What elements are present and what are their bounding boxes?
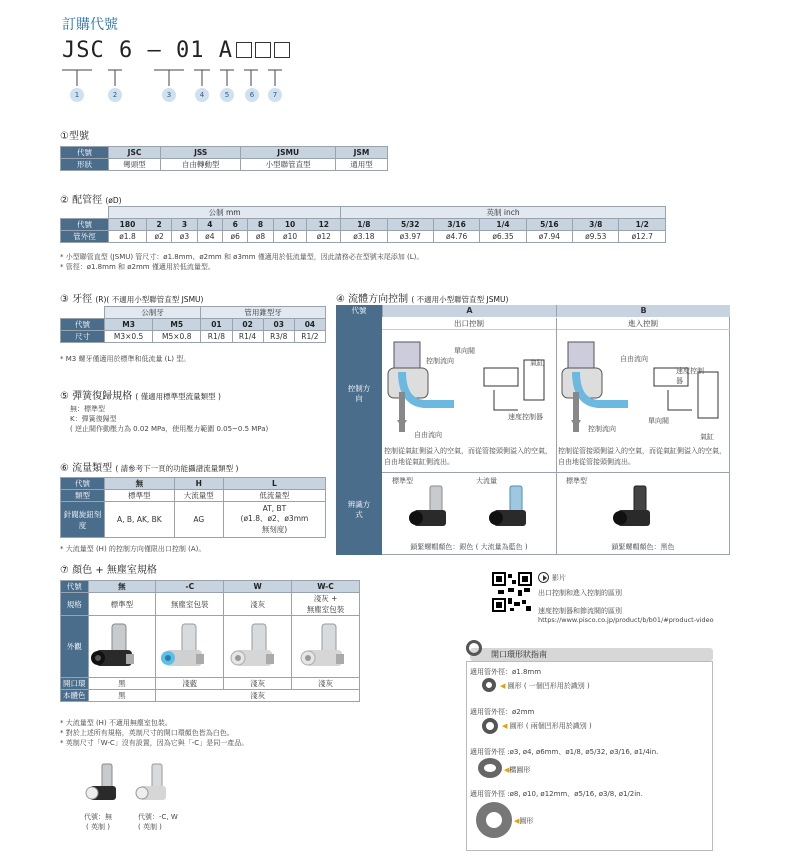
s1-table bbox=[60, 146, 388, 171]
caption-b bbox=[138, 812, 178, 832]
ident-std: 標準型 bbox=[392, 477, 413, 485]
a-free: 自由流向 bbox=[414, 431, 442, 439]
cell: 無塵室包裝 bbox=[156, 593, 224, 616]
cell: ø3.18 bbox=[341, 231, 387, 243]
s6-table bbox=[60, 477, 326, 538]
inch-fittings bbox=[84, 762, 194, 810]
ring-shape-3 bbox=[478, 758, 502, 778]
fitting-light-gray bbox=[231, 624, 274, 666]
cell: 無 bbox=[105, 478, 175, 490]
guide-shape-2: ◀ 圓形 ( 兩個凹形用於識別 ) bbox=[502, 722, 592, 730]
s4-title: ④ 流體方向控制 bbox=[336, 294, 409, 305]
cell: 5/16 bbox=[526, 219, 572, 231]
s3-sub: (R)( 不適用小型聯管直型 JSMU) bbox=[95, 295, 204, 304]
guide-spec-2: 適用管外徑：ø2mm bbox=[470, 708, 535, 716]
cell: 無 bbox=[88, 581, 156, 593]
cell: 通用型 bbox=[335, 159, 387, 171]
cell: 代號 bbox=[61, 219, 109, 231]
cell: ø1.8 bbox=[109, 231, 147, 243]
s4-code-label: 代號 bbox=[351, 306, 367, 315]
marker-6: 6 bbox=[245, 88, 259, 102]
s4-sub: ( 不適用小型聯管直型 JSMU) bbox=[411, 295, 509, 304]
guide-shape-3: ◀橢圓形 bbox=[504, 766, 531, 774]
code-box-7 bbox=[274, 42, 290, 58]
fitting-light-blue bbox=[161, 624, 204, 666]
s5-heading bbox=[60, 387, 221, 402]
cell bbox=[223, 502, 325, 538]
s4-dir-label: 控制方向 bbox=[347, 384, 371, 403]
video-link-2[interactable]: 速度控制器和節流閥的區別 bbox=[538, 607, 622, 615]
caption-b-1: 代號：-C, W bbox=[138, 813, 178, 821]
s2-note-1: * 小型聯管直型 (JSMU) 管尺寸：ø1.8mm、ø2mm 和 ø3mm 僅適用於低流量型，因此請務必在型號末尾添加 (L)。 bbox=[60, 253, 424, 261]
cell: ø2 bbox=[146, 231, 171, 243]
b-cyl: 氣缸 bbox=[700, 433, 714, 441]
s3-note: * M3 螺牙僅適用於標準和低流量 (L) 型。 bbox=[60, 355, 191, 363]
ident-std-b: 標準型 bbox=[566, 477, 587, 485]
cell: JSC bbox=[109, 147, 161, 159]
cell: ø12 bbox=[307, 231, 341, 243]
cell: 4 bbox=[197, 219, 222, 231]
play-icon[interactable] bbox=[538, 572, 549, 583]
cell: 大流量型 bbox=[174, 490, 223, 502]
cell: M3 bbox=[105, 319, 153, 331]
cell: 12 bbox=[307, 219, 341, 231]
guide-title: 開口環形狀指南 bbox=[491, 650, 547, 659]
marker-5: 5 bbox=[220, 88, 234, 102]
a-check: 單向閥 bbox=[454, 347, 475, 355]
cell: ø3.97 bbox=[387, 231, 433, 243]
caption-b-2: ( 英制 ) bbox=[138, 823, 162, 831]
spacer bbox=[61, 207, 109, 219]
guide-spec-4: 適用管外徑 :ø8, ø10, ø12mm、ø5/16, ø3/8, ø1/2in. bbox=[470, 790, 643, 798]
cell: 180 bbox=[109, 219, 147, 231]
cell: A, B, AK, BK bbox=[105, 502, 175, 538]
cell: 管用錐型牙 bbox=[201, 307, 326, 319]
guide-shape-1-text: 圓形 ( 一個凹形用於識別 ) bbox=[507, 682, 590, 690]
cell: 淺灰 bbox=[156, 690, 360, 702]
cell: 代號 bbox=[61, 478, 105, 490]
caption-a-2: ( 英制 ) bbox=[86, 823, 110, 831]
cell: ø12.7 bbox=[619, 231, 666, 243]
s4-ident-label: 辨識方式 bbox=[347, 500, 371, 519]
cell: 5/32 bbox=[387, 219, 433, 231]
cell: 尺寸 bbox=[61, 331, 105, 343]
b-flow: 控制流向 bbox=[588, 425, 616, 433]
cell: 代號 bbox=[61, 147, 109, 159]
cell: 淺灰 bbox=[292, 678, 360, 690]
ring-shape-4 bbox=[476, 802, 512, 838]
code-leader-lines bbox=[60, 62, 300, 88]
s6-note: * 大流量型 (H) 的控制方向僅限出口控制 (A)。 bbox=[60, 545, 206, 553]
s5-line-1: 無：標準型 bbox=[70, 405, 105, 413]
ident-high: 大流量 bbox=[476, 477, 497, 485]
cell bbox=[292, 593, 360, 616]
cell: JSMU bbox=[241, 147, 336, 159]
cell: 代號 bbox=[61, 581, 89, 593]
s7-fittings bbox=[88, 618, 358, 676]
cell: 3/16 bbox=[433, 219, 479, 231]
cell: 3 bbox=[172, 219, 197, 231]
s6-title: ⑥ 流量類型 bbox=[60, 463, 113, 474]
b-check: 單向閥 bbox=[648, 417, 669, 425]
cell: 規格 bbox=[61, 593, 89, 616]
marker-1: 1 bbox=[70, 88, 84, 102]
cell: ø3 bbox=[172, 231, 197, 243]
s2-title: ② 配管徑 bbox=[60, 195, 103, 206]
s6-sub: ( 請參考下一頁的功能攝譜流量類型 ) bbox=[115, 464, 239, 473]
cell: ø9.53 bbox=[573, 231, 619, 243]
marker-2: 2 bbox=[108, 88, 122, 102]
ring-shape-1 bbox=[482, 678, 496, 692]
cell: 本體色 bbox=[61, 690, 89, 702]
cell: 淺灰 bbox=[224, 678, 292, 690]
a-speed: 速度控制器 bbox=[508, 413, 543, 421]
cell: 10 bbox=[273, 219, 307, 231]
needle-l-2: (ø1.8、ø2、ø3mm bbox=[240, 514, 309, 523]
qr-code-icon[interactable] bbox=[492, 572, 532, 612]
cell: 1/2 bbox=[619, 219, 666, 231]
cell: 8 bbox=[248, 219, 273, 231]
caption-a-1: 代號：無 bbox=[84, 813, 112, 821]
cell: 自由轉動型 bbox=[161, 159, 241, 171]
ident-fittings bbox=[400, 484, 720, 534]
cell: R1/4 bbox=[232, 331, 263, 343]
marker-4: 4 bbox=[195, 88, 209, 102]
cell: ø6.35 bbox=[480, 231, 526, 243]
cell: -C bbox=[156, 581, 224, 593]
code-dash: — bbox=[147, 38, 162, 63]
cell: JSM bbox=[335, 147, 387, 159]
guide-shape-4-text: 圓形 bbox=[519, 817, 534, 825]
cell: W-C bbox=[292, 581, 360, 593]
page-title: 訂購代號 bbox=[62, 17, 118, 33]
cell: H bbox=[174, 478, 223, 490]
marker-3: 3 bbox=[162, 88, 176, 102]
code-type: A bbox=[218, 38, 233, 63]
s3-table bbox=[60, 306, 326, 343]
guide-shape-1: ◀ 圓形 ( 一個凹形用於識別 ) bbox=[500, 682, 590, 690]
cell: 彎頭型 bbox=[109, 159, 161, 171]
needle-l-1: AT, BT bbox=[262, 504, 287, 513]
s2-unit: (øD) bbox=[105, 196, 122, 205]
guide-spec-3: 適用管外徑 :ø3, ø4, ø6mm、ø1/8, ø5/32, ø3/16, ø1/4in. bbox=[470, 748, 659, 756]
s4-b-color: 鎖緊螺帽顏色：黑色 bbox=[611, 543, 675, 551]
code-box-6 bbox=[255, 42, 271, 58]
s2-note-2: * 管徑：ø1.8mm 和 ø2mm 僅適用於低流量型。 bbox=[60, 263, 215, 271]
s7-heading: ⑦ 顏色 + 無塵室規格 bbox=[60, 565, 157, 576]
s7-note-2: * 對於上述所有規格，英制尺寸的開口環顏色皆為白色。 bbox=[60, 729, 234, 737]
spec-wc-1: 淺灰 + bbox=[313, 594, 338, 603]
b-free: 自由流向 bbox=[620, 355, 648, 363]
cell: 02 bbox=[232, 319, 263, 331]
cell: ø10 bbox=[273, 231, 307, 243]
guide-spec-1: 適用管外徑：ø1.8mm bbox=[470, 668, 542, 676]
cell: W bbox=[224, 581, 292, 593]
cell: 形狀 bbox=[61, 159, 109, 171]
cell: 03 bbox=[263, 319, 294, 331]
marker-7: 7 bbox=[268, 88, 282, 102]
fitting-black bbox=[91, 624, 134, 666]
cell: 1/8 bbox=[341, 219, 387, 231]
b-speed: 速度控制器 bbox=[676, 367, 704, 385]
cell: ø7.94 bbox=[526, 231, 572, 243]
cell: L bbox=[223, 478, 325, 490]
s5-line-3: ( 逆止閥作動壓力為 0.02 MPa，使用壓力範圍 0.05~0.5 MPa) bbox=[70, 425, 269, 433]
cell: R3/8 bbox=[263, 331, 294, 343]
cell: 管外徑 bbox=[61, 231, 109, 243]
cell: 黑 bbox=[88, 690, 156, 702]
s5-sub: ( 僅適用標準型流量類型 ) bbox=[135, 392, 221, 401]
cell: 針閥旋鈕刻度 bbox=[61, 502, 105, 538]
ring-shape-2 bbox=[482, 718, 498, 734]
code-prefix: JSC bbox=[62, 38, 105, 63]
s3-heading bbox=[60, 290, 203, 305]
cell: M3×0.5 bbox=[105, 331, 153, 343]
a-flow: 控制流向 bbox=[426, 357, 454, 365]
s6-heading bbox=[60, 459, 238, 474]
cell: 代號 bbox=[61, 319, 105, 331]
cell: 小型聯管直型 bbox=[241, 159, 336, 171]
cell: 公制牙 bbox=[105, 307, 201, 319]
a-cyl: 氣缸 bbox=[530, 359, 544, 367]
s3-title: ③ 牙徑 bbox=[60, 294, 93, 305]
needle-l-3: 無刻度) bbox=[261, 525, 288, 534]
diagram-in-control bbox=[558, 332, 728, 442]
cell: 外觀 bbox=[61, 616, 89, 678]
cell: 標準型 bbox=[88, 593, 156, 616]
cell: 類型 bbox=[61, 490, 105, 502]
code-thread: 01 bbox=[176, 38, 205, 63]
s1-heading: ①型號 bbox=[60, 131, 89, 142]
cell: 01 bbox=[201, 319, 232, 331]
guide-shape-3-text: 橢圓形 bbox=[509, 766, 531, 774]
fitting-light-gray-clean bbox=[301, 624, 344, 666]
magnifier-icon bbox=[466, 640, 482, 656]
cell: AG bbox=[174, 502, 223, 538]
s4-col-b: B bbox=[556, 305, 730, 317]
cell: ø4 bbox=[197, 231, 222, 243]
cell: 公制 mm bbox=[109, 207, 341, 219]
s4-col-a: A bbox=[382, 305, 556, 317]
code-box-5 bbox=[236, 42, 252, 58]
cell: R1/8 bbox=[201, 331, 232, 343]
video-link-1[interactable]: 出口控制和進入控制的區別 bbox=[538, 589, 622, 597]
cell: 淺藍 bbox=[156, 678, 224, 690]
cell: 開口環 bbox=[61, 678, 89, 690]
cell: R1/2 bbox=[294, 331, 325, 343]
video-label: 影片 bbox=[552, 574, 566, 582]
cell: 2 bbox=[146, 219, 171, 231]
guide-shape-2-text: 圓形 ( 兩個凹形用於識別 ) bbox=[509, 722, 592, 730]
cell: 英制 inch bbox=[341, 207, 666, 219]
caption-a bbox=[84, 812, 112, 832]
s4-b-name: 進入控制 bbox=[556, 318, 730, 330]
guide-shape-4: ◀圓形 bbox=[514, 817, 534, 825]
video-url[interactable]: https://www.pisco.co.jp/product/b/b01/#product-video bbox=[538, 616, 714, 624]
cell: 淺灰 bbox=[224, 593, 292, 616]
cell: 1/4 bbox=[480, 219, 526, 231]
cell: 標準型 bbox=[105, 490, 175, 502]
s5-line-2: K：彈簧復歸型 bbox=[70, 415, 117, 423]
cell: JSS bbox=[161, 147, 241, 159]
cell: 低流量型 bbox=[223, 490, 325, 502]
cell: 3/8 bbox=[573, 219, 619, 231]
order-code bbox=[62, 38, 290, 63]
s4-a-desc: 控制從氣缸側溢入的空氣，而從管接頭側溢入的空氣，自由地從氣缸側流出。 bbox=[384, 447, 552, 466]
s7-note-1: * 大流量型 (H) 不適用無塵室包裝。 bbox=[60, 719, 172, 727]
s2-table bbox=[60, 206, 666, 243]
s4-heading bbox=[336, 290, 508, 305]
cell: 黑 bbox=[88, 678, 156, 690]
cell: ø4.76 bbox=[433, 231, 479, 243]
spec-wc-2: 無塵室包裝 bbox=[306, 605, 345, 614]
spacer bbox=[61, 307, 105, 319]
cell: ø6 bbox=[223, 231, 248, 243]
s5-title: ⑤ 彈簧復歸規格 bbox=[60, 391, 133, 402]
s2-heading bbox=[60, 191, 122, 206]
s4-a-color: 鎖緊螺帽顏色：銀色 ( 大流量為藍色 ) bbox=[410, 543, 528, 551]
cell: M5×0.8 bbox=[153, 331, 201, 343]
cell: 04 bbox=[294, 319, 325, 331]
s4-b-desc: 控制從管接頭側溢入的空氣，而從氣缸側溢入的空氣，自由地從管接頭側流出。 bbox=[558, 447, 726, 466]
s7-note-3: * 英制尺寸「W-C」沒有設置，因為它與「-C」是同一產品。 bbox=[60, 739, 249, 747]
code-size: 6 bbox=[119, 38, 134, 63]
s4-a-name: 出口控制 bbox=[382, 318, 556, 330]
cell: 6 bbox=[223, 219, 248, 231]
cell: M5 bbox=[153, 319, 201, 331]
cell: ø8 bbox=[248, 231, 273, 243]
